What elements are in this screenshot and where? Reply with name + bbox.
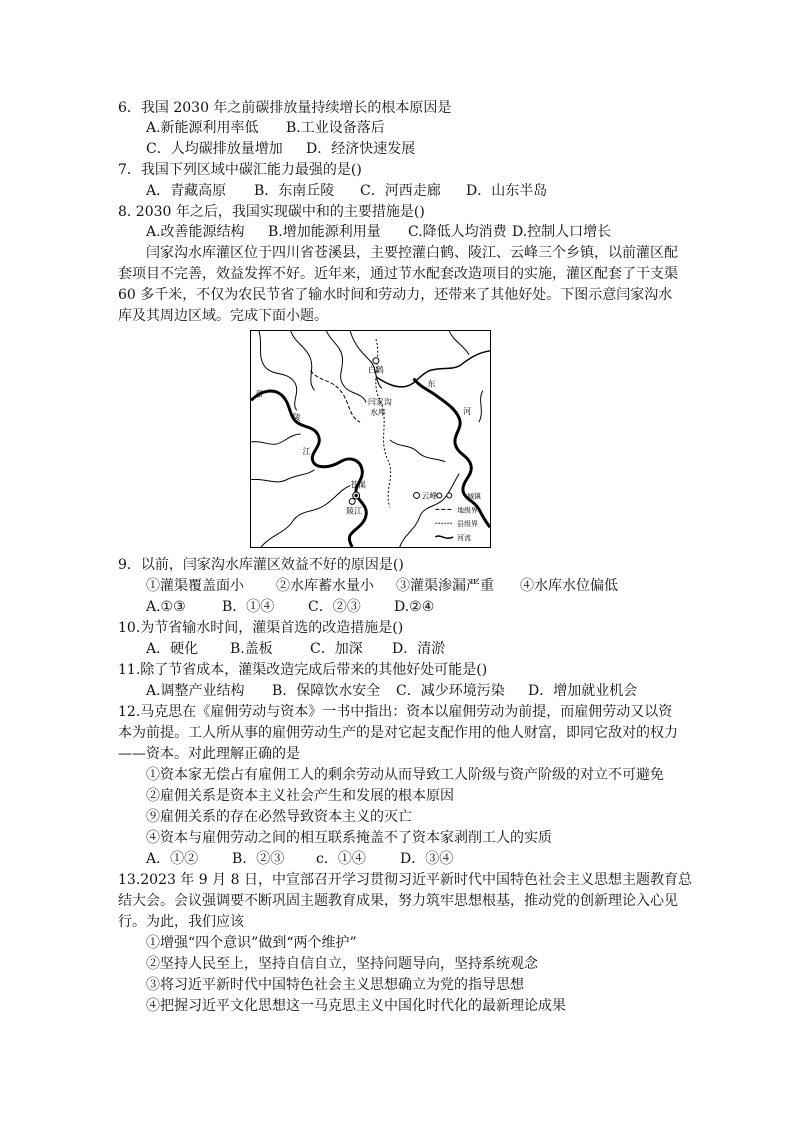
label-baihe: 白鹤 [368, 365, 384, 375]
label-jiang: 江 [302, 446, 311, 456]
east-river [414, 379, 490, 528]
q11-option-d: D．增加就业机会 [528, 683, 638, 699]
q13-item-2: ②坚持人民至上，坚持自信自立，坚持问题导向，坚持系统观念 [146, 956, 538, 972]
q12-option-b: B．②③ [232, 851, 285, 867]
label-dong: 东 [427, 379, 436, 389]
legend-city-boundary: 地级界 [457, 507, 478, 515]
q6-option-a: A.新能源利用率低 [146, 120, 259, 136]
q9-item-1: ①灌渠覆盖面小 [146, 578, 244, 594]
passage-line-1: 闫家沟水库灌区位于四川省苍溪县，主要控灌白鹤、陵江、云峰三个乡镇，以前灌区配 [146, 245, 678, 261]
q9-option-a: A.①③ [146, 599, 186, 615]
q10-option-c: C．加深 [310, 641, 363, 657]
q13-item-3: ③将习近平新时代中国特色社会主义思想确立为党的指导思想 [146, 977, 524, 993]
passage-line-2: 套项目不完善，效益发挥不好。近年来，通过节水配套改造项目的实施，灌区配套了干支渠 [118, 266, 678, 282]
q10-option-b: B.盖板 [230, 641, 273, 657]
legend-town: 城镇 [467, 493, 481, 501]
legend-county-boundary: 县级界 [457, 521, 478, 529]
q9-stem: 9．以前，闫家沟水库灌区效益不好的原因是() [118, 557, 404, 573]
q9-option-d: D.②④ [394, 599, 435, 615]
q11-option-c: C．减少环境污染 [396, 683, 505, 699]
label-yunfeng: 云峰 [421, 491, 438, 501]
city-boundary [311, 371, 361, 423]
q11-option-a: A.调整产业结构 [146, 683, 245, 699]
q8-stem: 8. 2030 年之后，我国实现碳中和的主要措施是() [118, 204, 425, 220]
yunfeng-town [414, 493, 420, 499]
label-cangxi: 苍溪 [350, 480, 367, 490]
q6-option-b: B.工业设备落后 [286, 120, 385, 136]
label-jia: 嘉 [255, 389, 263, 399]
q12-line-3: ——资本。对此理解正确的是 [118, 746, 300, 762]
q9-option-b: B．①④ [222, 599, 275, 615]
label-lingjiang: 陵江 [346, 506, 363, 516]
q12-item-1: ①资本家无偿占有雇佣工人的剩余劳动从而导致工人阶级与资产阶级的对立不可避免 [146, 767, 664, 783]
q7-option-d: D．山东半岛 [466, 183, 548, 199]
label-ling: 陵 [292, 413, 301, 423]
q10-option-d: D．清淤 [392, 641, 446, 657]
q13-item-4: ④把握习近平文化思想这一马克思主义中国化时代化的最新理论成果 [146, 998, 566, 1014]
q8-option-a: A.改善能源结构 [146, 224, 245, 240]
passage-line-3: 60 多千米，不仅为农民节省了输水时间和劳动力，还带来了其他好处。下图示意闫家沟水 [118, 287, 673, 303]
q9-item-2: ②水库蓄水量小 [276, 578, 374, 594]
q9-item-3: ③灌渠渗漏严重 [396, 578, 494, 594]
q13-line-2: 结大会。会议强调要不断巩固主题教育成果，努力筑牢思想根基，推动党的创新理论入心见 [118, 893, 678, 909]
q12-line-2: 本为前提。工人所从事的雇佣劳动生产的是对它起支配作用的他人财富，即同它敌对的权力 [118, 725, 678, 741]
lingjiang-town [349, 498, 355, 504]
legend-river: 河流 [457, 535, 472, 543]
q12-item-4: ④资本与雇佣劳动之间的相互联系掩盖不了资本家剥削工人的实质 [146, 830, 552, 846]
baihe-town [373, 358, 379, 364]
label-reservoir-1: 闫家沟 [368, 397, 392, 407]
label-reservoir-2: 水库 [370, 408, 386, 418]
q8-option-b: B.增加能源利用量 [268, 224, 381, 240]
q10-stem: 10.为节省输水时间，灌渠首选的改造措施是() [118, 620, 404, 636]
q7-option-b: B．东南丘陵 [254, 183, 335, 199]
q13-line-3: 行。为此，我们应该 [118, 914, 244, 930]
q6-option-d: D．经济快速发展 [306, 141, 416, 157]
q12-option-d: D．③④ [400, 851, 454, 867]
label-he: 河 [463, 407, 472, 417]
q12-option-c: c．①④ [316, 851, 366, 867]
q6-stem: 6．我国 2030 年之前碳排放量持续增长的根本原因是 [118, 100, 452, 116]
main-river [251, 391, 366, 547]
q10-option-a: A．硬化 [146, 641, 199, 657]
q8-option-c: C.降低人均消费 [408, 224, 507, 240]
q11-option-b: B．保障饮水安全 [272, 683, 381, 699]
q13-item-1: ①增强“四个意识”做到“两个维护” [146, 935, 357, 951]
q12-line-1: 12.马克思在《雇佣劳动与资本》一书中指出：资本以雇佣劳动为前提，而雇佣劳动又以资 [118, 704, 673, 720]
q8-option-d: D.控制人口增长 [512, 224, 612, 240]
q12-item-3: ⑨雇佣关系的存在必然导致资本主义的灭亡 [146, 809, 412, 825]
q9-item-4: ④水库水位偏低 [520, 578, 618, 594]
q9-option-c: C．②③ [308, 599, 361, 615]
reservoir-map [250, 330, 491, 548]
passage-line-4: 库及其周边区域。完成下面小题。 [118, 308, 328, 324]
q11-stem: 11.除了节省成本，灌渠改造完成后带来的其他好处可能是() [118, 662, 488, 678]
county-boundary [376, 339, 391, 507]
q7-option-a: A．青藏高原 [146, 183, 227, 199]
q12-option-a: A．①② [146, 851, 199, 867]
q13-line-1: 13.2023 年 9 月 8 日，中宣部召开学习贯彻习近平新时代中国特色社会主义思想主题教育总 [118, 872, 692, 888]
q12-item-2: ②雇佣关系是资本主义社会产生和发展的根本原因 [146, 788, 454, 804]
q6-option-c: C．人均碳排放量增加 [146, 141, 283, 157]
q7-option-c: C．河西走廊 [360, 183, 441, 199]
q7-stem: 7．我国下列区域中碳汇能力最强的是() [118, 162, 362, 178]
